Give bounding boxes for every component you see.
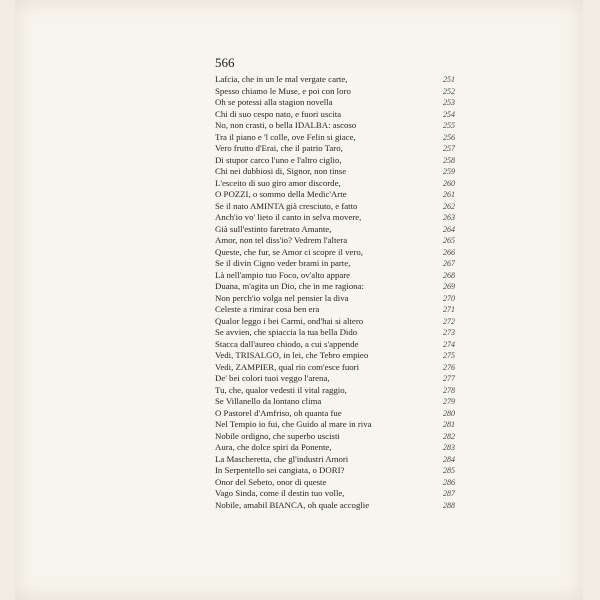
line-text: Nobile ordigno, che superbo uscisti	[215, 430, 340, 441]
line-number: 280	[443, 408, 455, 418]
line-number: 257	[443, 144, 455, 153]
line-number: 284	[443, 454, 455, 464]
line-number: 277	[443, 374, 455, 383]
line-text: Anch'io vo' lieto il canto in selva movere,	[215, 212, 362, 222]
line-number: 278	[443, 385, 455, 395]
line-number: 272	[443, 316, 455, 326]
index-line	[215, 86, 455, 98]
line-text: Aura, che dolce spiri da Ponente,	[215, 442, 332, 452]
index-line	[215, 304, 455, 316]
line-number: 251	[443, 75, 455, 84]
line-number: 262	[443, 201, 455, 211]
index-line	[215, 454, 455, 466]
line-number: 273	[443, 328, 455, 337]
line-text: Se avvien, che spiaccia la tua bella Dido	[215, 327, 358, 337]
line-text: Se il divin Cigno veder brami in parte,	[215, 258, 351, 268]
page-number: 566	[215, 55, 235, 70]
line-text: Chi di suo cespo nato, e fuori uscita	[215, 108, 342, 119]
line-number: 265	[443, 236, 455, 245]
line-text: Celeste a rimirar cosa ben era	[215, 304, 320, 314]
line-text: Oh se potessi alla stagion novella	[215, 97, 333, 107]
line-number: 276	[443, 362, 455, 372]
line-text: Chi nei dubbiosi di, Signor, non tinse	[215, 166, 347, 176]
line-text: O POZZI, o sommo della Medic'Arte	[215, 189, 347, 199]
line-text: Vago Sinda, come il destin tuo volle,	[215, 488, 345, 498]
index-line	[215, 143, 455, 155]
line-text: Duana, m'agita un Dio, che in me ragiona:	[215, 281, 364, 291]
index-line	[215, 477, 455, 489]
line-text: Queste, che fur, se Amor ci scopre il vero,	[215, 246, 363, 257]
line-text: Stacca dall'aureo chiodo, a cui s'appende	[215, 338, 359, 349]
line-number: 267	[443, 259, 455, 268]
index-line	[215, 339, 455, 351]
line-text: Spesso chiamo le Muse, e poi con loro	[215, 85, 351, 96]
line-number: 288	[443, 500, 455, 510]
line-number: 254	[443, 109, 455, 119]
line-number: 252	[443, 86, 455, 96]
line-number: 261	[443, 190, 455, 199]
line-text: O Pastorel d'Amfriso, oh quanta fue	[215, 407, 342, 418]
index-line	[215, 419, 455, 431]
line-text: L'esceito di suo giro amor discorde,	[215, 177, 341, 188]
index-line	[215, 316, 455, 328]
book-page	[15, 0, 583, 600]
index-line	[215, 408, 455, 420]
line-number: 283	[443, 443, 455, 452]
line-number: 285	[443, 466, 455, 475]
line-number: 275	[443, 351, 455, 360]
line-number: 255	[443, 121, 455, 130]
index-line	[215, 235, 455, 247]
line-text: Nobile, amabil BIANCA, oh quale accoglie	[215, 499, 370, 510]
line-text: No, non crasti, o bella IDALBA: ascoso	[215, 120, 357, 130]
line-text: Vedi, TRISALGO, in lei, che Tebro empieo	[215, 350, 369, 360]
index-line	[215, 258, 455, 270]
line-text: Onor del Sebeto, onor di queste	[215, 476, 327, 487]
line-text: Tu, che, qualor vedesti il vital raggio,	[215, 384, 347, 395]
line-text: Amor, non tel diss'io? Vedrem l'altera	[215, 235, 348, 245]
index-line	[215, 247, 455, 259]
index-line	[215, 500, 455, 512]
index-line	[215, 327, 455, 339]
index-line	[215, 212, 455, 224]
index-line	[215, 97, 455, 109]
line-text: Qualor leggo i bei Carmi, ond'hai si altero	[215, 315, 364, 326]
line-number: 253	[443, 98, 455, 107]
line-number: 269	[443, 282, 455, 291]
line-number: 266	[443, 247, 455, 257]
index-line	[215, 224, 455, 236]
index-line	[215, 270, 455, 282]
index-line	[215, 362, 455, 374]
index-line	[215, 293, 455, 305]
index-line	[215, 132, 455, 144]
index-line	[215, 281, 455, 293]
line-number: 282	[443, 431, 455, 441]
line-text: Nel Tempio io fui, che Guido al mare in riva	[215, 419, 372, 429]
line-text: Vero frutto d'Erai, che il patrio Taro,	[215, 143, 343, 153]
line-number: 281	[443, 420, 455, 429]
index-line	[215, 201, 455, 213]
line-number: 271	[443, 305, 455, 314]
line-number: 270	[443, 293, 455, 303]
line-text: Là nell'ampio tuo Foco, ov'alto appare	[215, 269, 351, 280]
line-number: 263	[443, 213, 455, 222]
index-list	[215, 74, 455, 511]
index-line	[215, 396, 455, 408]
line-number: 260	[443, 178, 455, 188]
line-number: 258	[443, 155, 455, 165]
line-text: Tra il piano e 'l colle, ove Felin si giace,	[215, 131, 356, 142]
line-text: De' bei colori tuoi veggo l'arena,	[215, 373, 330, 383]
line-text: In Serpentello sei cangiata, o DORI?	[215, 465, 345, 475]
line-text: Già sull'estinto faretrato Amante,	[215, 223, 332, 234]
index-line	[215, 385, 455, 397]
index-line	[215, 350, 455, 362]
index-line	[215, 431, 455, 443]
line-text: Vedi, ZAMPIER, qual rio com'esce fuori	[215, 361, 360, 372]
line-number: 287	[443, 489, 455, 498]
index-line	[215, 442, 455, 454]
line-number: 279	[443, 397, 455, 406]
line-number: 264	[443, 224, 455, 234]
line-number: 256	[443, 132, 455, 142]
line-number: 268	[443, 270, 455, 280]
index-line	[215, 155, 455, 167]
line-text: La Mascheretta, che gl'industri Amori	[215, 453, 349, 464]
index-line	[215, 189, 455, 201]
line-text: Di stupor carco l'uno e l'altro ciglio,	[215, 154, 342, 165]
index-line	[215, 178, 455, 190]
index-line	[215, 74, 455, 86]
index-line	[215, 166, 455, 178]
line-text: Se il nato AMINTA già cresciuto, e fatto	[215, 200, 358, 211]
line-number: 259	[443, 167, 455, 176]
line-text: Lafcia, che in un le mal vergate carte,	[215, 74, 348, 84]
index-line	[215, 109, 455, 121]
index-line	[215, 465, 455, 477]
line-number: 274	[443, 339, 455, 349]
line-text: Se Villanello da lontano clima	[215, 396, 322, 406]
index-line	[215, 373, 455, 385]
index-line	[215, 488, 455, 500]
line-text: Non perch'io volga nel pensier la diva	[215, 292, 349, 303]
line-number: 286	[443, 477, 455, 487]
index-line	[215, 120, 455, 132]
